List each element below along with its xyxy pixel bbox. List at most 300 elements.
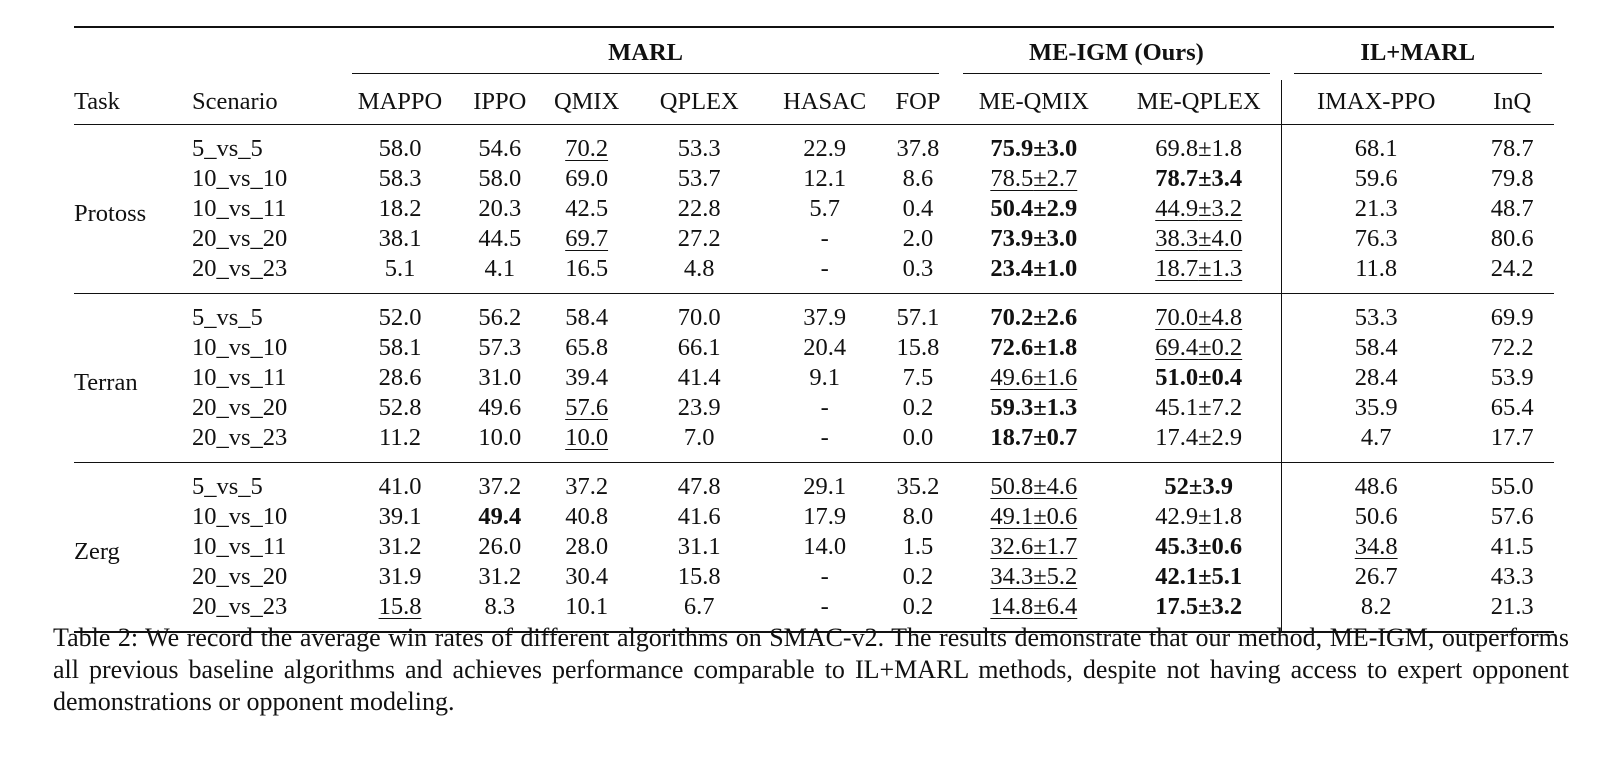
cell-value bbox=[379, 563, 422, 590]
value-cell bbox=[951, 423, 1116, 463]
value-cell bbox=[539, 164, 633, 194]
cell-value bbox=[379, 394, 422, 421]
mean-value: 75.9 bbox=[990, 135, 1034, 162]
mean-value: 32.6 bbox=[990, 533, 1034, 560]
cell-value bbox=[990, 364, 1077, 391]
cell-value bbox=[1155, 304, 1242, 331]
col-header-task: Task bbox=[74, 88, 120, 115]
cell-value bbox=[678, 135, 721, 162]
value-cell bbox=[1116, 224, 1281, 254]
value-cell bbox=[340, 164, 460, 194]
mean-value: 42.1 bbox=[1155, 563, 1199, 590]
cell-value bbox=[903, 563, 934, 590]
cell-value bbox=[478, 364, 521, 391]
mean-value: 34.3 bbox=[990, 563, 1034, 590]
cell-value bbox=[478, 473, 521, 500]
cell-value bbox=[990, 195, 1077, 222]
value-cell bbox=[1470, 423, 1554, 463]
results-table bbox=[74, 26, 1554, 633]
value-cell bbox=[340, 423, 460, 463]
mean-value: 10.0 bbox=[478, 424, 522, 451]
cell-value bbox=[678, 334, 721, 361]
cell-value bbox=[1155, 135, 1242, 162]
cell-value bbox=[1155, 424, 1242, 451]
cell-value bbox=[565, 195, 608, 222]
value-cell bbox=[1116, 333, 1281, 363]
value-cell bbox=[340, 463, 460, 503]
cell-value bbox=[565, 165, 608, 192]
task-label: Terran bbox=[74, 368, 138, 396]
std-value: ±3.0 bbox=[1033, 135, 1078, 162]
mean-value: 35.9 bbox=[1354, 394, 1398, 421]
value-cell bbox=[1282, 393, 1471, 423]
mean-value: 55.0 bbox=[1490, 473, 1534, 500]
value-cell bbox=[951, 224, 1116, 254]
mean-value: 0.2 bbox=[902, 394, 934, 421]
cell-value bbox=[684, 255, 715, 282]
mean-value: 9.1 bbox=[809, 364, 840, 391]
value-cell bbox=[340, 254, 460, 294]
cell-value bbox=[1355, 533, 1398, 560]
value-cell bbox=[765, 333, 885, 363]
mean-value: 23.4 bbox=[990, 255, 1034, 282]
col-header-hasac: HASAC bbox=[783, 88, 867, 115]
cell-value bbox=[478, 503, 521, 530]
value-cell bbox=[460, 125, 539, 165]
value-cell bbox=[1282, 532, 1471, 562]
mean-value: 31.2 bbox=[378, 533, 422, 560]
cell-value bbox=[1355, 304, 1398, 331]
cell-value bbox=[1155, 563, 1242, 590]
table-body bbox=[74, 125, 1554, 633]
mean-value: 76.3 bbox=[1354, 225, 1398, 252]
value-cell bbox=[539, 125, 633, 165]
mean-value: 58.0 bbox=[378, 135, 422, 162]
cell-value bbox=[678, 394, 721, 421]
value-cell bbox=[1470, 194, 1554, 224]
cell-value bbox=[1491, 225, 1534, 252]
mean-value: 38.1 bbox=[378, 225, 422, 252]
cell-value bbox=[1155, 334, 1242, 361]
cell-value bbox=[1155, 364, 1242, 391]
cell-value bbox=[803, 165, 846, 192]
cell-value bbox=[809, 195, 840, 222]
cell-value bbox=[1491, 394, 1534, 421]
cell-value bbox=[903, 533, 934, 560]
mean-value: 58.0 bbox=[478, 165, 522, 192]
col-header-inq: InQ bbox=[1493, 88, 1532, 115]
value-cell bbox=[1282, 224, 1471, 254]
cell-value bbox=[379, 165, 422, 192]
table-row bbox=[74, 393, 1554, 423]
value-cell bbox=[539, 294, 633, 334]
mean-value: 4.8 bbox=[683, 255, 715, 282]
mean-value: 45.1 bbox=[1155, 394, 1199, 421]
value-cell bbox=[460, 463, 539, 503]
cell-value bbox=[565, 473, 608, 500]
cell-value bbox=[990, 563, 1077, 590]
cell-value bbox=[1355, 195, 1398, 222]
col-header-me-qmix: ME-QMIX bbox=[978, 88, 1089, 115]
value-cell bbox=[460, 363, 539, 393]
cell-value bbox=[678, 473, 721, 500]
std-value: ±0.2 bbox=[1198, 334, 1243, 361]
mean-value: 58.4 bbox=[565, 304, 609, 331]
value-cell bbox=[765, 194, 885, 224]
task-label: Zerg bbox=[74, 537, 120, 565]
scenario-cell: 5_vs_5 bbox=[191, 135, 263, 162]
mean-value: 78.7 bbox=[1490, 135, 1534, 162]
cell-value bbox=[990, 165, 1077, 192]
mean-value: 57.6 bbox=[565, 394, 609, 421]
mean-value: 69.7 bbox=[565, 225, 609, 252]
mean-value: 41.4 bbox=[677, 364, 721, 391]
cell-value bbox=[1491, 424, 1534, 451]
value-cell bbox=[460, 502, 539, 532]
value-cell bbox=[951, 463, 1116, 503]
col-header-qmix: QMIX bbox=[553, 88, 620, 115]
value-cell bbox=[951, 532, 1116, 562]
std-value: ±7.2 bbox=[1198, 394, 1243, 421]
table-row bbox=[74, 363, 1554, 393]
mean-value: - bbox=[820, 255, 829, 282]
cell-value bbox=[678, 225, 721, 252]
cell-value bbox=[1491, 195, 1534, 222]
value-cell bbox=[885, 393, 951, 423]
cell-value bbox=[379, 304, 422, 331]
cell-value bbox=[478, 225, 521, 252]
value-cell bbox=[951, 393, 1116, 423]
cell-value bbox=[1155, 195, 1242, 222]
std-value: ±2.7 bbox=[1033, 165, 1078, 192]
cell-value bbox=[1491, 563, 1534, 590]
cell-value bbox=[379, 533, 422, 560]
value-cell bbox=[885, 224, 951, 254]
table-row bbox=[74, 194, 1554, 224]
mean-value: 45.3 bbox=[1155, 533, 1199, 560]
cell-value bbox=[903, 195, 934, 222]
mean-value: 48.7 bbox=[1490, 195, 1534, 222]
mean-value: 58.1 bbox=[378, 334, 422, 361]
mean-value: 8.6 bbox=[902, 165, 934, 192]
value-cell bbox=[539, 224, 633, 254]
mean-value: 69.0 bbox=[565, 165, 609, 192]
value-cell bbox=[951, 125, 1116, 165]
mean-value: 5.1 bbox=[384, 255, 416, 282]
cell-value bbox=[1355, 225, 1398, 252]
mean-value: 20.3 bbox=[478, 195, 522, 222]
value-cell bbox=[340, 532, 460, 562]
cell-value bbox=[990, 473, 1077, 500]
cell-value bbox=[1164, 473, 1233, 500]
mean-value: 0.2 bbox=[902, 563, 934, 590]
std-value: ±4.0 bbox=[1198, 225, 1243, 252]
value-cell bbox=[340, 363, 460, 393]
cell-value bbox=[478, 563, 521, 590]
mean-value: 37.2 bbox=[478, 473, 522, 500]
scenario-cell: 20_vs_20 bbox=[191, 225, 288, 252]
cell-value bbox=[990, 135, 1077, 162]
cell-value bbox=[1155, 255, 1242, 282]
value-cell bbox=[340, 502, 460, 532]
value-cell bbox=[539, 393, 633, 423]
value-cell bbox=[634, 125, 765, 165]
cell-value bbox=[803, 533, 846, 560]
cell-value bbox=[484, 593, 515, 620]
task-label: Protoss bbox=[74, 199, 147, 227]
mean-value: 78.5 bbox=[990, 165, 1034, 192]
mean-value: 16.5 bbox=[565, 255, 609, 282]
std-value: ±0.7 bbox=[1033, 424, 1078, 451]
cell-value bbox=[821, 394, 829, 421]
group-header-me-igm: ME-IGM (Ours) bbox=[951, 27, 1281, 80]
value-cell bbox=[885, 194, 951, 224]
scenario-cell: 5_vs_5 bbox=[191, 473, 263, 500]
col-header-mappo: MAPPO bbox=[357, 88, 443, 115]
std-value: ±3.4 bbox=[1198, 165, 1243, 192]
mean-value: 29.1 bbox=[803, 473, 847, 500]
cell-value bbox=[1355, 473, 1398, 500]
mean-value: 2.0 bbox=[902, 225, 934, 252]
table-row bbox=[74, 502, 1554, 532]
std-value: ±1.6 bbox=[1033, 364, 1078, 391]
mean-value: 68.1 bbox=[1354, 135, 1398, 162]
value-cell bbox=[885, 254, 951, 294]
scenario-cell: 10_vs_10 bbox=[191, 503, 288, 530]
cell-value bbox=[1491, 473, 1534, 500]
col-header-fop: FOP bbox=[895, 88, 941, 115]
mean-value: 0.0 bbox=[902, 424, 934, 451]
mean-value: 31.2 bbox=[478, 563, 522, 590]
cell-value bbox=[478, 135, 521, 162]
value-cell bbox=[460, 194, 539, 224]
value-cell bbox=[634, 333, 765, 363]
value-cell bbox=[1116, 164, 1281, 194]
cell-value bbox=[478, 165, 521, 192]
cell-value bbox=[990, 304, 1077, 331]
cell-value bbox=[565, 135, 608, 162]
value-cell bbox=[765, 502, 885, 532]
value-cell bbox=[340, 125, 460, 165]
mean-value: 66.1 bbox=[677, 334, 721, 361]
value-cell bbox=[539, 423, 633, 463]
std-value: ±1.0 bbox=[1033, 255, 1078, 282]
mean-value: 22.9 bbox=[803, 135, 847, 162]
value-cell bbox=[1470, 164, 1554, 194]
mean-value: 15.8 bbox=[677, 563, 721, 590]
std-value: ±2.9 bbox=[1033, 195, 1078, 222]
mean-value: 31.9 bbox=[378, 563, 422, 590]
mean-value: 10.0 bbox=[565, 424, 609, 451]
cell-value bbox=[678, 563, 721, 590]
cell-value bbox=[1355, 364, 1398, 391]
std-value: ±1.3 bbox=[1198, 255, 1243, 282]
mean-value: 51.0 bbox=[1155, 364, 1199, 391]
mean-value: - bbox=[820, 424, 829, 451]
cell-value bbox=[1491, 533, 1534, 560]
std-value: ±1.8 bbox=[1033, 334, 1078, 361]
mean-value: - bbox=[820, 225, 829, 252]
value-cell bbox=[1116, 363, 1281, 393]
cell-value bbox=[821, 563, 829, 590]
mean-value: 53.3 bbox=[1354, 304, 1398, 331]
mean-value: 7.0 bbox=[683, 424, 715, 451]
mean-value: 57.3 bbox=[478, 334, 522, 361]
value-cell bbox=[1470, 125, 1554, 165]
cell-value bbox=[484, 255, 515, 282]
cell-value bbox=[565, 424, 608, 451]
cell-value bbox=[1155, 394, 1242, 421]
value-cell bbox=[951, 333, 1116, 363]
std-value: ±2.9 bbox=[1198, 424, 1243, 451]
mean-value: 5.7 bbox=[809, 195, 840, 222]
cell-value bbox=[385, 255, 416, 282]
mean-value: 47.8 bbox=[677, 473, 721, 500]
group-header-marl: MARL bbox=[340, 27, 951, 80]
value-cell bbox=[634, 294, 765, 334]
cell-value bbox=[1491, 334, 1534, 361]
value-cell bbox=[951, 562, 1116, 592]
mean-value: 18.2 bbox=[378, 195, 422, 222]
value-cell bbox=[1282, 562, 1471, 592]
value-cell bbox=[765, 532, 885, 562]
cell-value bbox=[684, 424, 715, 451]
cell-value bbox=[1491, 503, 1534, 530]
mean-value: 41.0 bbox=[378, 473, 422, 500]
scenario-cell: 20_vs_20 bbox=[191, 394, 288, 421]
mean-value: 57.6 bbox=[1490, 503, 1534, 530]
value-cell bbox=[340, 194, 460, 224]
cell-value bbox=[678, 533, 721, 560]
mean-value: 65.8 bbox=[565, 334, 609, 361]
cell-value bbox=[1155, 593, 1242, 620]
mean-value: 49.6 bbox=[990, 364, 1034, 391]
cell-value bbox=[990, 225, 1077, 252]
cell-value bbox=[565, 394, 608, 421]
table-row bbox=[74, 423, 1554, 463]
mean-value: 8.2 bbox=[1360, 593, 1392, 620]
cell-value bbox=[990, 424, 1077, 451]
cell-value bbox=[1155, 533, 1242, 560]
cell-value bbox=[897, 473, 940, 500]
mean-value: 20.4 bbox=[803, 334, 847, 361]
mean-value: 53.3 bbox=[677, 135, 721, 162]
group-header-row bbox=[74, 27, 1554, 80]
cell-value bbox=[565, 225, 608, 252]
cell-value bbox=[1155, 165, 1242, 192]
cell-value bbox=[478, 304, 521, 331]
cell-value bbox=[821, 225, 829, 252]
value-cell bbox=[765, 463, 885, 503]
mean-value: 37.8 bbox=[896, 135, 940, 162]
cell-value bbox=[821, 255, 829, 282]
value-cell bbox=[1116, 423, 1281, 463]
value-cell bbox=[634, 393, 765, 423]
mean-value: 56.2 bbox=[478, 304, 522, 331]
mean-value: 27.2 bbox=[677, 225, 721, 252]
value-cell bbox=[885, 363, 951, 393]
cell-value bbox=[379, 334, 422, 361]
value-cell bbox=[1470, 502, 1554, 532]
cell-value bbox=[565, 593, 608, 620]
mean-value: 0.3 bbox=[902, 255, 934, 282]
value-cell bbox=[765, 224, 885, 254]
cell-value bbox=[821, 593, 829, 620]
scenario-cell: 10_vs_10 bbox=[191, 334, 288, 361]
scenario-cell: 20_vs_23 bbox=[191, 593, 288, 620]
cell-value bbox=[678, 165, 721, 192]
cell-value bbox=[897, 304, 940, 331]
std-value: ±1.8 bbox=[1198, 503, 1243, 530]
value-cell bbox=[634, 194, 765, 224]
cell-value bbox=[803, 334, 846, 361]
value-cell bbox=[460, 333, 539, 363]
value-cell bbox=[951, 294, 1116, 334]
cell-value bbox=[1355, 165, 1398, 192]
mean-value: 53.7 bbox=[677, 165, 721, 192]
cell-value bbox=[379, 473, 422, 500]
table-row bbox=[74, 224, 1554, 254]
value-cell bbox=[951, 194, 1116, 224]
cell-value bbox=[903, 364, 934, 391]
cell-value bbox=[1491, 304, 1534, 331]
cell-value bbox=[897, 334, 940, 361]
value-cell bbox=[460, 224, 539, 254]
cell-value bbox=[1491, 135, 1534, 162]
std-value: ±1.3 bbox=[1033, 394, 1078, 421]
value-cell bbox=[340, 333, 460, 363]
cell-value bbox=[1491, 165, 1534, 192]
mean-value: 26.0 bbox=[478, 533, 522, 560]
cell-value bbox=[684, 593, 715, 620]
mean-value: 70.2 bbox=[565, 135, 609, 162]
value-cell bbox=[765, 254, 885, 294]
value-cell bbox=[1116, 463, 1281, 503]
mean-value: 73.9 bbox=[990, 225, 1034, 252]
cell-value bbox=[1355, 135, 1398, 162]
value-cell bbox=[1470, 224, 1554, 254]
mean-value: 14.0 bbox=[803, 533, 847, 560]
scenario-cell: 10_vs_11 bbox=[191, 195, 287, 222]
mean-value: 26.7 bbox=[1354, 563, 1398, 590]
value-cell bbox=[1282, 363, 1471, 393]
cell-value bbox=[903, 424, 934, 451]
mean-value: 40.8 bbox=[565, 503, 609, 530]
cell-value bbox=[379, 225, 422, 252]
mean-value: 28.6 bbox=[378, 364, 422, 391]
mean-value: 59.3 bbox=[990, 394, 1034, 421]
cell-value bbox=[1491, 593, 1534, 620]
cell-value bbox=[990, 593, 1077, 620]
std-value: ±0.6 bbox=[1198, 533, 1243, 560]
table-caption: Table 2: We record the average win rates of different algorithms on SMAC-v2. The results demonstrate that our method, ME-IGM, outperforms all previous baseline algorithms and achieves performance comparable to IL+MARL methods, despite not having access to expert opponent demonstrations or opponent modeling. bbox=[53, 623, 1569, 716]
value-cell bbox=[1116, 194, 1281, 224]
value-cell bbox=[951, 254, 1116, 294]
value-cell bbox=[1282, 333, 1471, 363]
std-value: ±5.2 bbox=[1033, 563, 1078, 590]
scenario-cell: 20_vs_23 bbox=[191, 255, 288, 282]
mean-value: 4.7 bbox=[1360, 424, 1392, 451]
cell-value bbox=[897, 135, 940, 162]
value-cell bbox=[1470, 532, 1554, 562]
value-cell bbox=[634, 532, 765, 562]
mean-value: 41.5 bbox=[1490, 533, 1534, 560]
mean-value: 15.8 bbox=[378, 593, 422, 620]
mean-value: 65.4 bbox=[1490, 394, 1534, 421]
mean-value: 8.0 bbox=[902, 503, 934, 530]
table-row bbox=[74, 562, 1554, 592]
mean-value: - bbox=[820, 394, 829, 421]
